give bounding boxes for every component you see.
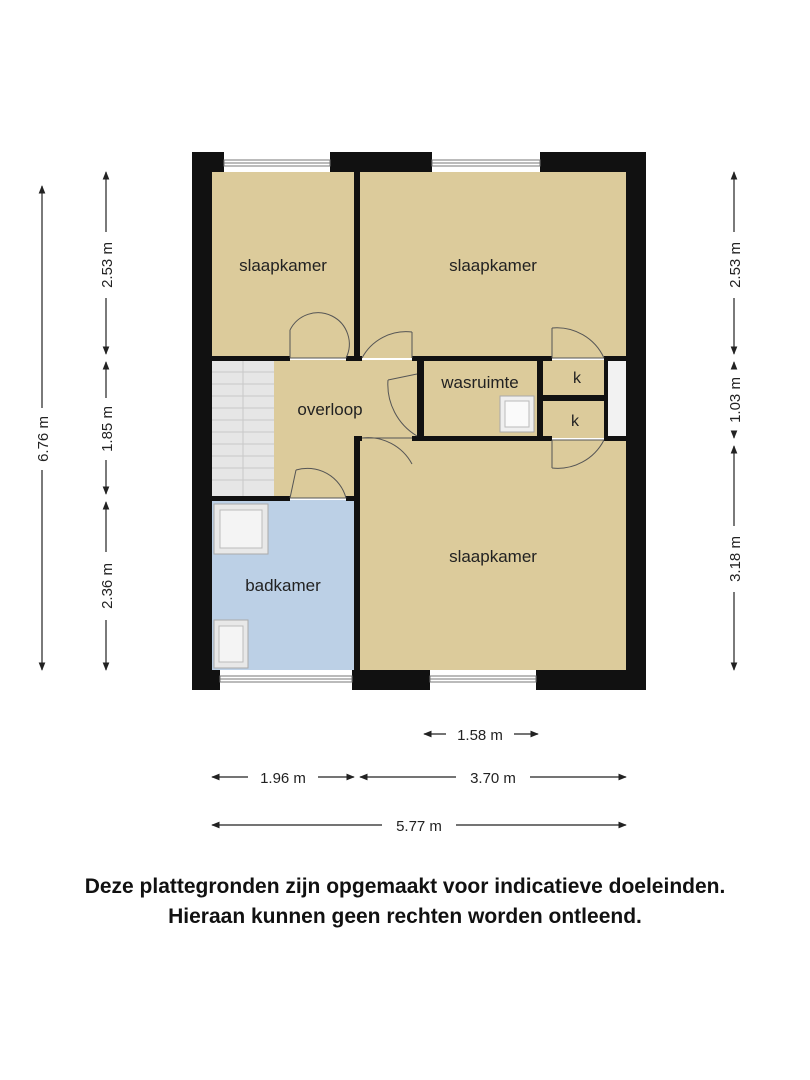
landing-extension-floor <box>354 360 418 438</box>
wall-mid-bottom-c <box>604 436 626 441</box>
wall-mid-top-c <box>412 356 552 361</box>
wall-bath-top-a <box>212 496 290 501</box>
wall-left <box>192 152 212 690</box>
dim-label-right-top: 2.53 m <box>727 242 744 288</box>
dim-label-left-middle: 1.85 m <box>99 406 116 452</box>
room-label-laundry: wasruimte <box>441 373 519 392</box>
wall-right <box>626 152 646 690</box>
wall-bottom-right <box>536 670 646 690</box>
wall-landing-right <box>354 436 360 670</box>
wall-bottom-left <box>192 670 220 690</box>
hallway-strip <box>605 360 626 438</box>
wall-laundry-left <box>417 356 424 440</box>
room-label-bedroom-3: slaapkamer <box>449 547 537 566</box>
wall-closet-split <box>543 395 605 401</box>
wall-mid-top-a <box>212 356 290 361</box>
dim-label-bottom-total: 5.77 m <box>396 818 442 835</box>
disclaimer-line-1: Deze plattegronden zijn opgemaakt voor indicatieve doeleinden. <box>84 875 726 898</box>
wall-top-mid <box>330 152 432 172</box>
wall-mid-bottom-b <box>412 436 552 441</box>
room-label-bedroom-1: slaapkamer <box>239 256 327 275</box>
room-label-landing: overloop <box>297 400 363 419</box>
dim-label-bottom-left: 1.96 m <box>260 770 306 787</box>
wall-laundry-right <box>537 356 543 440</box>
wall-bottom-mid <box>352 670 430 690</box>
wall-mid-top-b <box>346 356 362 361</box>
room-label-closet-1: k <box>573 370 581 387</box>
dim-label-bottom-small: 1.58 m <box>457 727 503 744</box>
wall-bath-top-b <box>346 496 358 501</box>
wall-closet-right <box>604 356 608 440</box>
staircase <box>212 360 274 496</box>
room-label-bedroom-2: slaapkamer <box>449 256 537 275</box>
room-label-closet-2: k <box>571 413 579 430</box>
washbasin-inner <box>219 626 243 662</box>
dim-label-left-bottom: 2.36 m <box>99 563 116 609</box>
room-label-bathroom: badkamer <box>245 576 321 595</box>
wall-bedroom-split <box>354 172 360 358</box>
disclaimer-line-2: Hieraan kunnen geen rechten worden ontleend. <box>168 905 642 928</box>
dim-label-right-bottom: 3.18 m <box>727 536 744 582</box>
shower-tray-inner <box>220 510 262 548</box>
dim-label-left-top: 2.53 m <box>99 242 116 288</box>
dim-label-left-total: 6.76 m <box>35 416 52 462</box>
dim-label-bottom-right: 3.70 m <box>470 770 516 787</box>
washing-machine-inner <box>505 401 529 427</box>
dim-label-right-middle: 1.03 m <box>727 377 744 423</box>
